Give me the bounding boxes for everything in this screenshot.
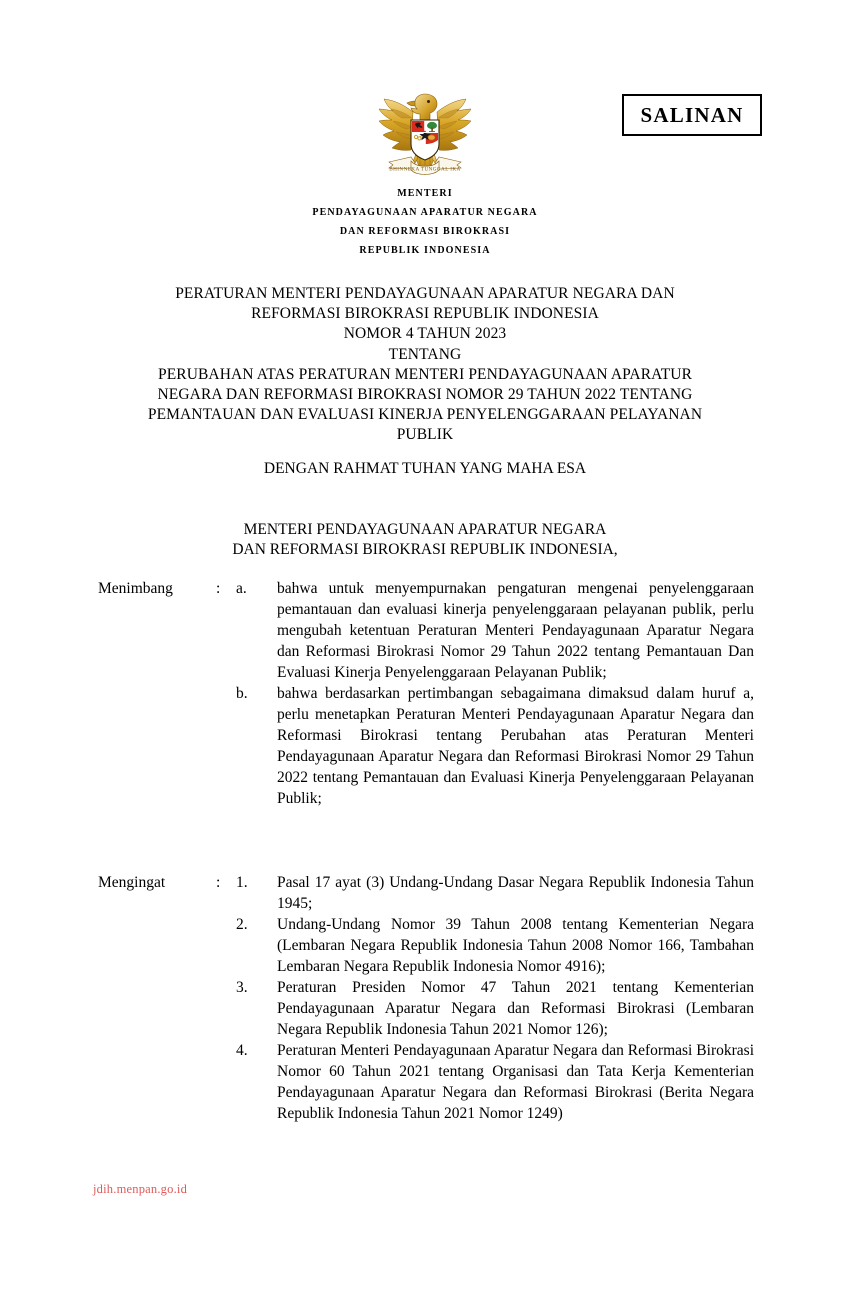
authority-line-2: DAN REFORMASI BIROKRASI REPUBLIK INDONESIA, [232,540,618,558]
title-line-2: REFORMASI BIROKRASI REPUBLIK INDONESIA [251,305,599,323]
ministry-header-line-2: PENDAYAGUNAAN APARATUR NEGARA [312,207,538,218]
title-line-7: PEMANTAUAN DAN EVALUASI KINERJA PENYELENGGARAAN PELAYANAN [147,406,703,424]
salinan-label: SALINAN [640,102,744,127]
mengingat-item-2 [98,914,754,977]
menimbang-text-a: bahwa untuk menyempurnakan pengaturan mengenai penyelenggaraan pemantauan dan evaluasi kinerja penyelenggaraan pelayanan publik, perlu mengubah ketentuan Peraturan Menteri Pendayagunaan Aparatur Negara dan Reformasi Birokrasi Nomor 29 Tahun 2022 tentang Pemantauan Dan Evaluasi Kinerja Penyelenggaraan Pelayanan Publik; [277,580,754,681]
mengingat-marker-2: 2. [236,916,248,933]
mengingat-block [98,872,754,1124]
mengingat-text-2: Undang-Undang Nomor 39 Tahun 2008 tentang Kementerian Negara (Lembaran Negara Republik Indonesia Tahun 2008 Nomor 166, Tambahan Lembaran Negara Republik Indonesia Nomor 4916); [277,916,754,975]
ministry-header-line-3: DAN REFORMASI BIROKRASI [339,226,511,237]
ministry-header-line-4: REPUBLIK INDONESIA [359,245,491,256]
menimbang-text-b: bahwa berdasarkan pertimbangan sebagaimana dimaksud dalam huruf a, perlu menetapkan Peraturan Menteri Pendayagunaan Aparatur Negara dan Reformasi Birokrasi tentang Perubahan atas Peraturan Menteri Pendayagunaan Aparatur Negara dan Reformasi Birokrasi Nomor 29 Tahun 2022 tentang Pemantauan dan Evaluasi Kinerja Penyelenggaraan Pelayanan Publik; [277,685,754,807]
mengingat-label: Mengingat [98,874,166,891]
title-tentang: TENTANG [388,345,462,363]
blessing-line: DENGAN RAHMAT TUHAN YANG MAHA ESA [263,460,587,477]
title-line-6: NEGARA DAN REFORMASI BIROKRASI NOMOR 29 TAHUN 2022 TENTANG [157,386,693,404]
title-line-1: PERATURAN MENTERI PENDAYAGUNAAN APARATUR NEGARA DAN [175,285,675,302]
mengingat-marker-3: 3. [236,979,248,996]
garuda-pancasila-emblem [371,82,479,186]
menimbang-block [98,578,754,809]
title-line-8: PUBLIK [396,426,454,444]
regulation-title-block [60,284,790,446]
invocation-spacer-1 [60,479,790,499]
menimbang-marker-b: b. [236,685,248,702]
mengingat-text-1: Pasal 17 ayat (3) Undang-Undang Dasar Negara Republik Indonesia Tahun 1945; [277,874,754,912]
mengingat-item-4 [98,1040,754,1124]
mengingat-text-3: Peraturan Presiden Nomor 47 Tahun 2021 tentang Kementerian Pendayagunaan Aparatur Negara dan Reformasi Birokrasi (Lembaran Negara Republik Indonesia Tahun 2021 Nomor 126); [277,979,754,1038]
authority-line-1: MENTERI PENDAYAGUNAAN APARATUR NEGARA [243,520,607,538]
menimbang-marker-a: a. [236,580,247,597]
mengingat-marker-1: 1. [236,874,248,891]
mengingat-item-1 [98,872,754,914]
mengingat-item-3 [98,977,754,1040]
menimbang-item-a [98,578,754,683]
mengingat-colon: : [216,874,221,891]
invocation-block [60,459,790,560]
menimbang-colon: : [216,580,221,597]
svg-text:BHINNEKA TUNGGAL IKA: BHINNEKA TUNGGAL IKA [389,166,461,173]
mengingat-marker-4: 4. [236,1042,248,1059]
menimbang-item-b [98,683,754,809]
jdih-watermark: jdih.menpan.go.id [93,1182,188,1196]
title-number: NOMOR 4 TAHUN 2023 [343,325,507,343]
title-line-5: PERUBAHAN ATAS PERATURAN MENTERI PENDAYAGUNAAN APARATUR [157,365,693,383]
ministry-header [0,184,850,260]
salinan-stamp [622,94,762,136]
mengingat-text-4: Peraturan Menteri Pendayagunaan Aparatur Negara dan Reformasi Birokrasi Nomor 60 Tahun 2021 tentang Organisasi dan Tata Kerja Kementerian Pendayagunaan Aparatur Negara dan Reformasi Birokrasi (Berita Negara Republik Indonesia Tahun 2021 Nomor 1249) [277,1042,754,1122]
invocation-spacer-2 [60,499,790,519]
menimbang-label: Menimbang [98,580,173,597]
ministry-header-line-1: MENTERI [397,188,453,199]
